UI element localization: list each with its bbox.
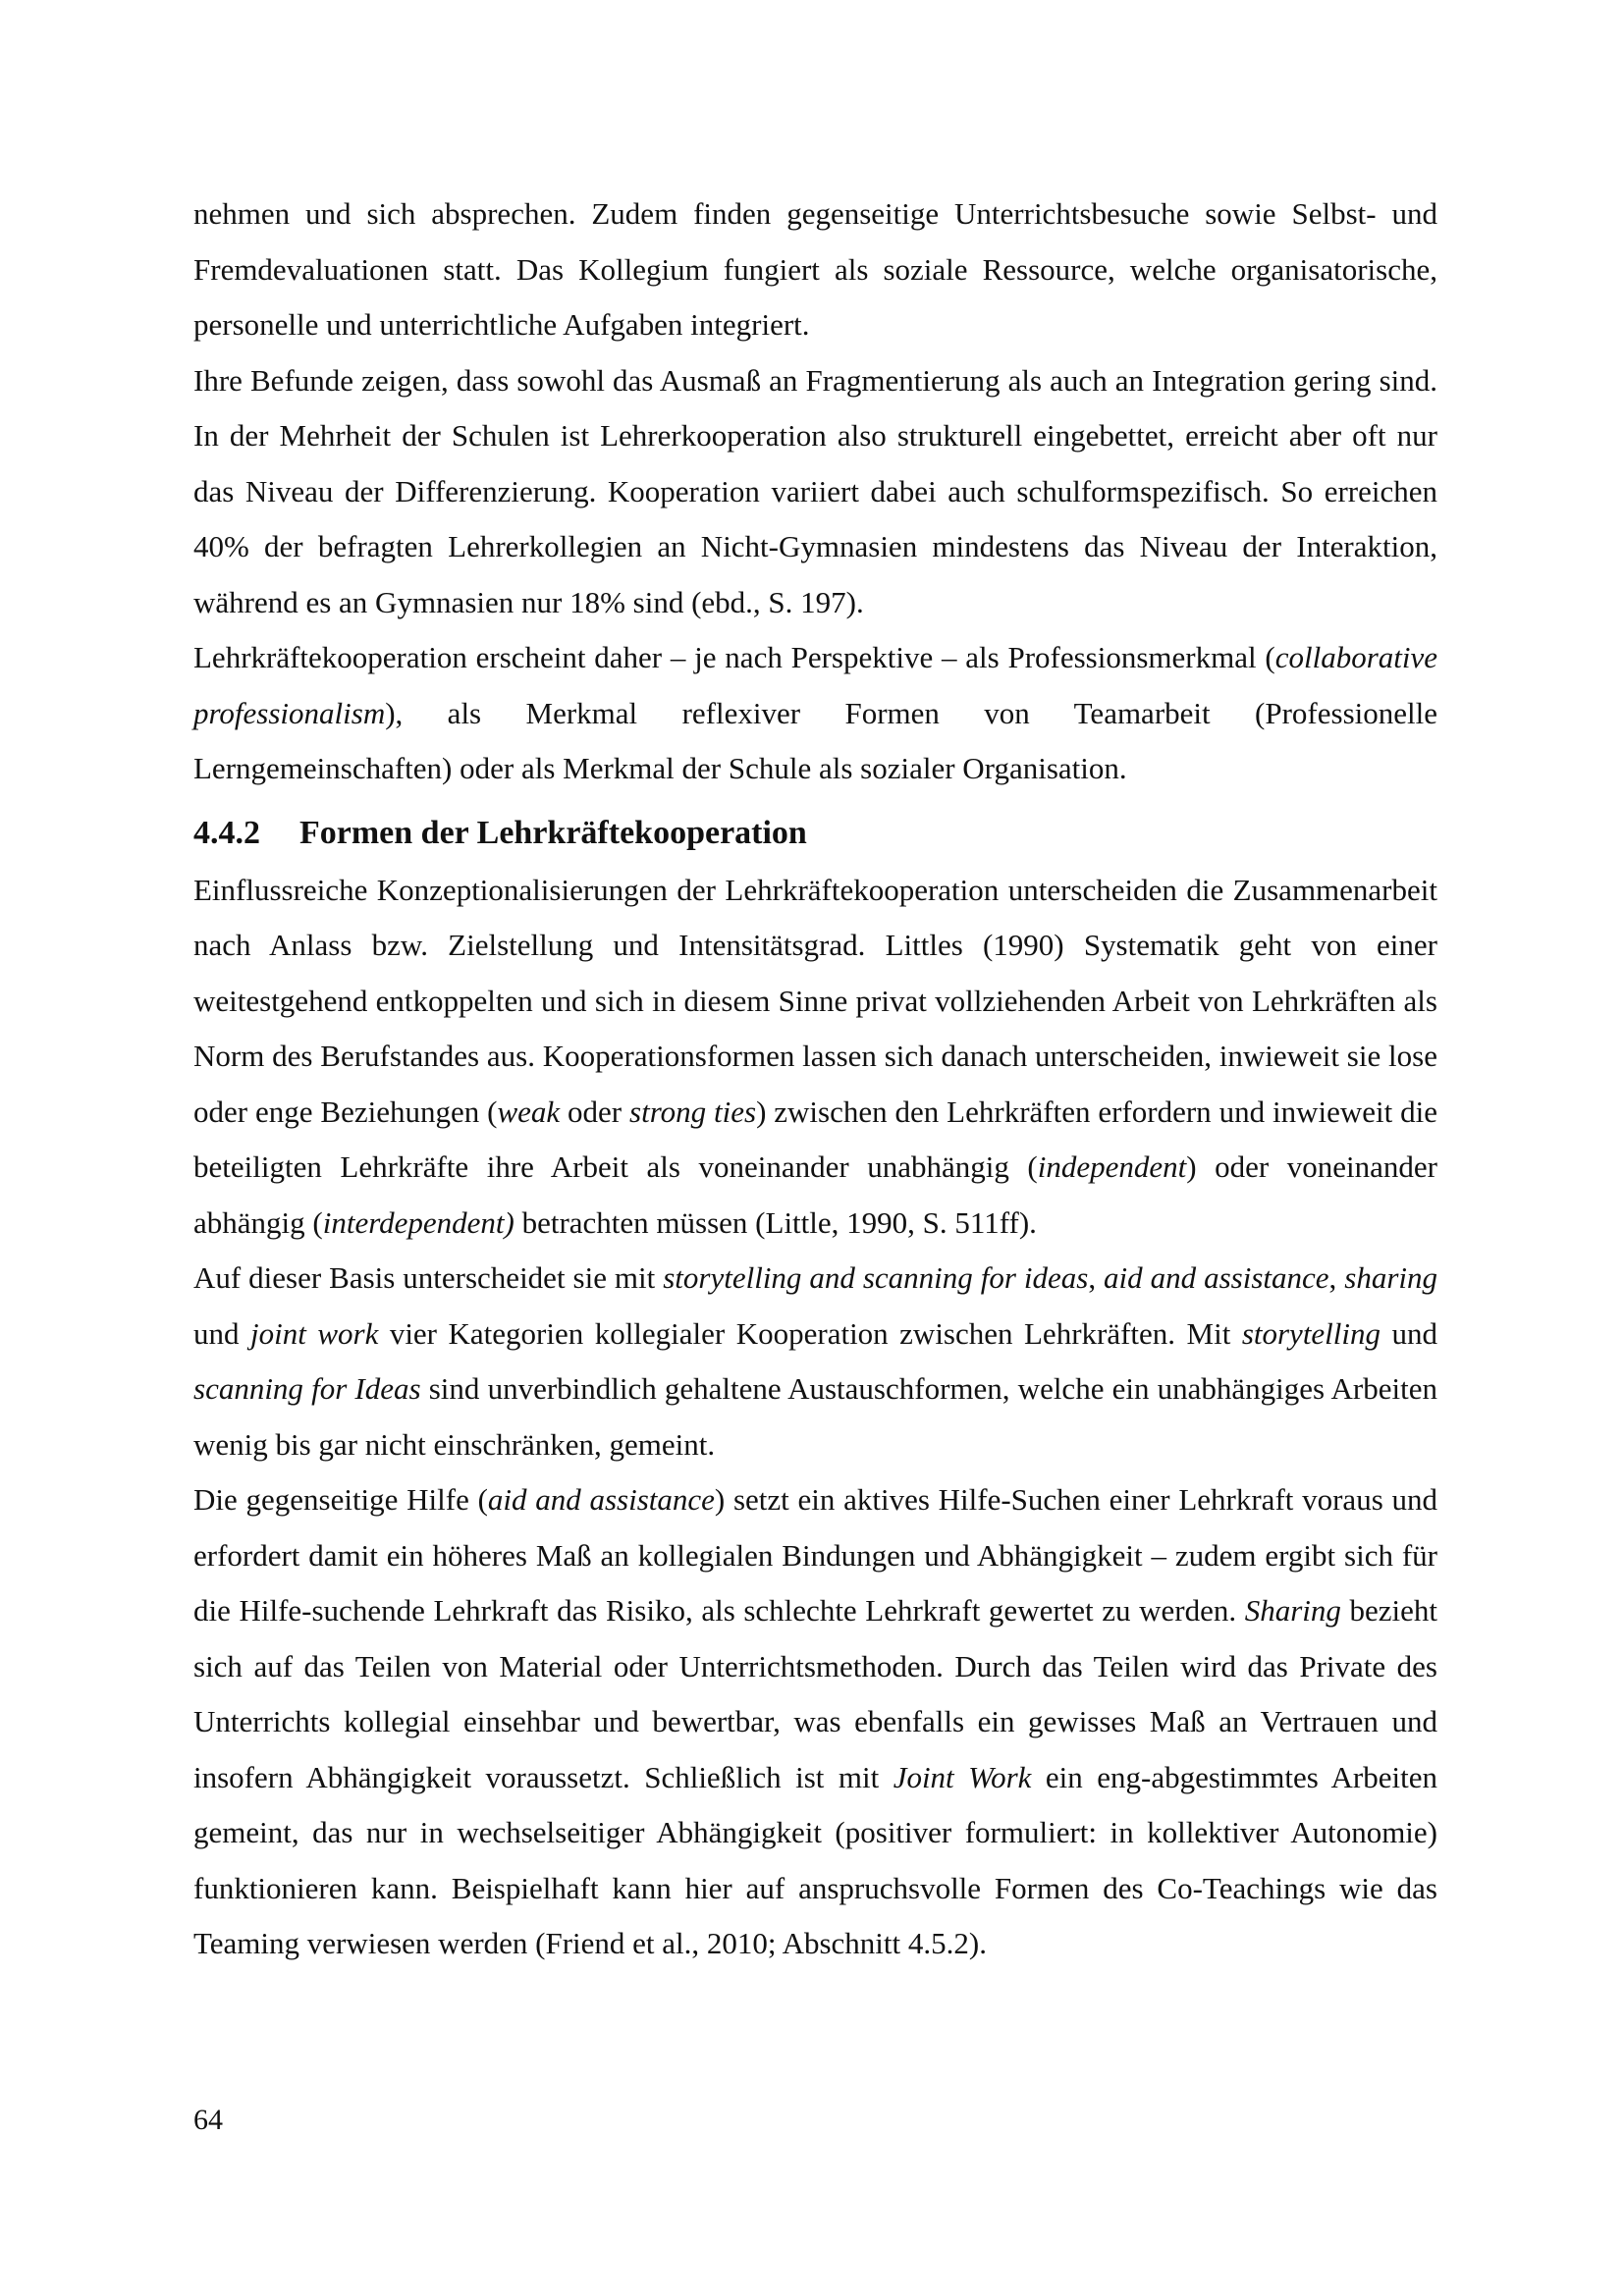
text-run: , — [1088, 1260, 1105, 1295]
page-body — [193, 187, 1437, 1972]
italic-term: scanning for Ideas — [193, 1371, 421, 1406]
text-run: Die gegenseitige Hilfe ( — [193, 1482, 488, 1517]
text-run: bezieht sich auf das Teilen von Material oder Unterrichtsmethoden. Durch das Teilen wird das Private des Unterrichts kollegial einsehbar und bewertbar, was ebenfalls ein gewisses Maß an Vertrauen und insofern Abhängigkeit voraussetzt. Schließlich ist mit — [193, 1593, 1437, 1794]
text-run: ), als Merkmal reflexiver Formen von Teamarbeit (Professionelle Lerngemeinschaften) oder als Merkmal der Schule als sozialer Organisation. — [193, 695, 1437, 785]
italic-term: sharing — [1344, 1260, 1437, 1295]
italic-term: collaborative professionalism — [193, 640, 1437, 730]
text-run: Auf dieser Basis unterscheidet sie mit — [193, 1260, 664, 1295]
text-run: ) setzt ein aktives Hilfe-Suchen einer Lehrkraft voraus und erfordert damit ein höheres Maß an kollegialen Bindungen und Abhängigkeit – zudem ergibt sich für die Hilfe-suchende Lehrkraft das Risiko, als schlechte Lehrkraft gewertet zu werden. — [193, 1482, 1437, 1628]
italic-term: joint work — [250, 1315, 379, 1351]
italic-term: storytelling — [1241, 1315, 1381, 1351]
text-run: ) oder voneinander abhängig ( — [193, 1149, 1437, 1240]
text-run: vier Kategorien kollegialer Kooperation zwischen Lehrkräften. Mit — [378, 1315, 1242, 1351]
paragraph-little-systematics — [193, 863, 1437, 1252]
text-run: sind unverbindlich gehaltene Austauschformen, welche ein unabhängiges Arbeiten wenig bis gar nicht einschränken, gemeint. — [193, 1371, 1437, 1462]
italic-term: weak — [497, 1094, 561, 1129]
paragraph-four-categories — [193, 1251, 1437, 1472]
paragraph-collegium-resource — [193, 187, 1437, 353]
page-number: 64 — [193, 2104, 223, 2136]
section-number: 4.4.2 — [193, 814, 260, 851]
text-run: Ihre Befunde zeigen, dass sowohl das Ausmaß an Fragmentierung als auch an Integration gering sind. In der Mehrheit der Schulen ist Lehrerkooperation also strukturell eingebettet, erreicht aber oft nur das Niveau der Differenzierung. Kooperation variiert dabei auch schulformspezifisch. So erreichen 40% der befragten Lehrerkollegien an Nicht-Gymnasien mindestens das Niveau der Interaktion, während es an Gymnasien nur 18% sind (ebd., S. 197). — [193, 362, 1437, 619]
text-run: ein eng-abgestimmtes Arbeiten gemeint, das nur in wechselseitiger Abhängigkeit (positiver formuliert: in kollektiver Autonomie) funktionieren kann. Beispielhaft kann hier auf anspruchsvolle Formen des Co-Teachings wie das Teaming verwiesen werden (Friend et al., 2010; Abschnitt 4.5.2). — [193, 1759, 1437, 1960]
text-run: oder — [560, 1094, 630, 1129]
italic-term: strong ties — [629, 1094, 757, 1129]
text-run: Lehrkräftekooperation erscheint daher – je nach Perspektive – als Professionsmerkmal ( — [193, 640, 1275, 674]
text-run: Einflussreiche Konzeptionalisierungen der Lehrkräftekooperation unterscheiden die Zusammenarbeit nach Anlass bzw. Zielstellung und Intensitätsgrad. Littles (1990) Systematik geht von einer weitestgehend entkoppelten und sich in diesem Sinne privat vollziehenden Arbeit von Lehrkräften als Norm des Berufstandes aus. Kooperationsformen lassen sich danach unterscheiden, inwieweit sie lose oder enge Beziehungen ( — [193, 872, 1437, 1129]
italic-term: aid and assistance — [487, 1482, 715, 1517]
paragraph-aid-sharing-joint-work — [193, 1472, 1437, 1972]
text-run: ) zwischen den Lehrkräften erfordern und inwieweit die beteiligten Lehrkräfte ihre Arbeit als voneinander unabhängig ( — [193, 1094, 1437, 1184]
section-title: Formen der Lehrkräftekooperation — [299, 814, 807, 851]
section-heading — [193, 806, 1437, 861]
text-run: und — [1380, 1315, 1438, 1351]
italic-term: Joint Work — [893, 1759, 1032, 1794]
italic-term: aid and assistance — [1104, 1260, 1329, 1295]
italic-term: interdependent) — [322, 1204, 514, 1240]
text-run: , — [1328, 1260, 1345, 1295]
italic-term: Sharing — [1244, 1593, 1341, 1628]
text-run: betrachten müssen (Little, 1990, S. 511ff). — [514, 1204, 1037, 1240]
text-run: nehmen und sich absprechen. Zudem finden gegenseitige Unterrichtsbesuche sowie Selbst- und Fremdevaluationen statt. Das Kollegium fungiert als soziale Ressource, welche organisatorische, personelle und unterrichtliche Aufgaben integriert. — [193, 196, 1437, 342]
paragraph-findings — [193, 353, 1437, 631]
italic-term: independent — [1037, 1149, 1187, 1184]
italic-term: storytelling and scanning for ideas — [663, 1260, 1089, 1295]
paragraph-cooperation-perspectives — [193, 630, 1437, 797]
text-run: und — [193, 1315, 250, 1351]
